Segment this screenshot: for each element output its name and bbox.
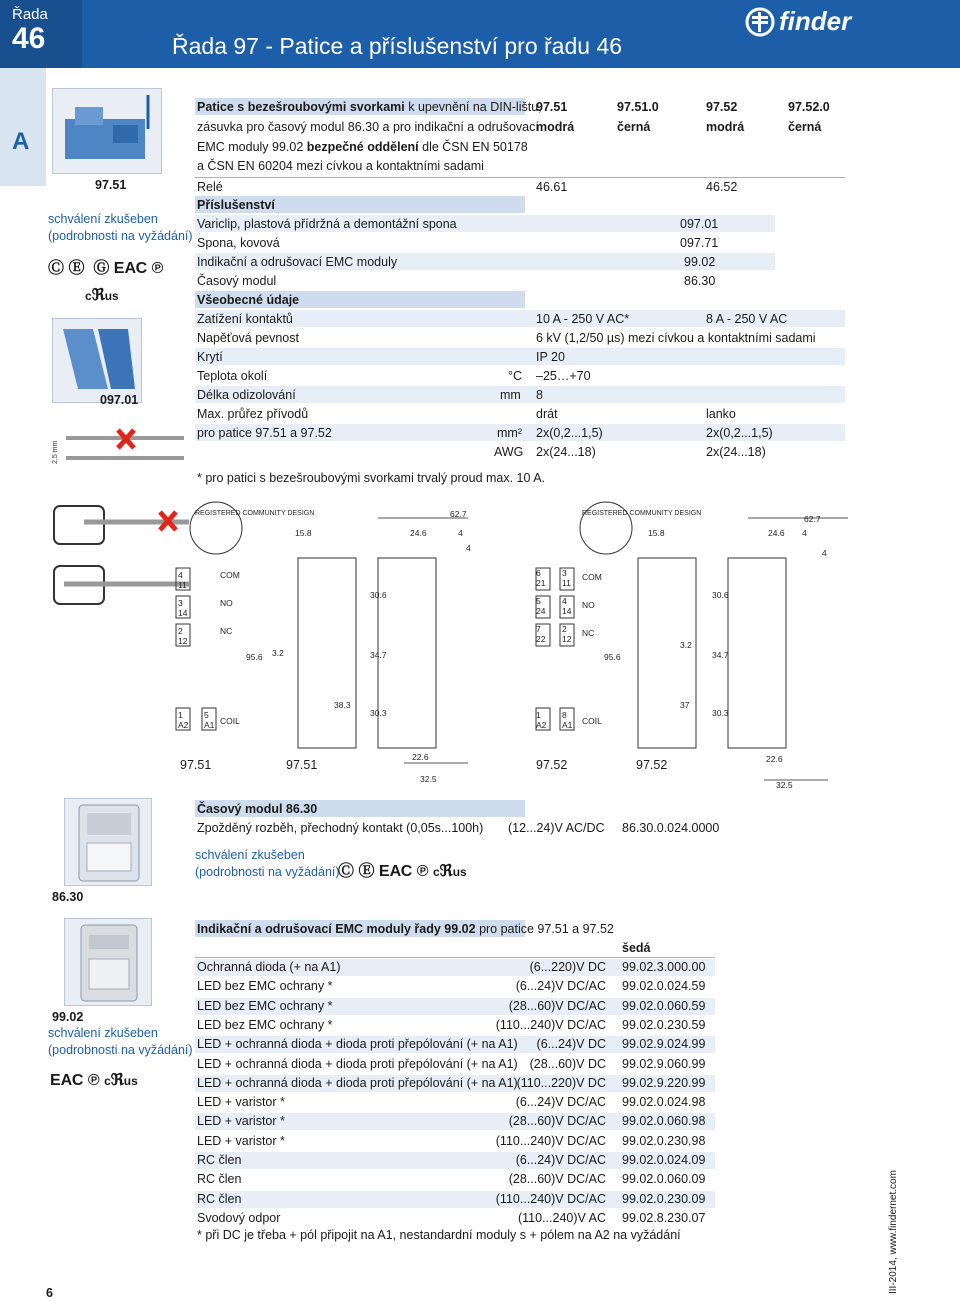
emc-row-code: 99.02.9.024.99	[622, 1037, 706, 1052]
acc-row-label: Indikační a odrušovací EMC moduly	[197, 255, 398, 269]
pin-label: 11	[178, 580, 187, 590]
series-badge	[0, 0, 82, 68]
emc-row-code: 99.02.8.230.07	[622, 1210, 706, 1225]
ip-value: IP 20	[536, 350, 565, 364]
screwdriver-icon	[44, 410, 194, 480]
timer-desc: Zpožděný rozběh, přechodný kontakt (0,05s...100h)	[197, 821, 484, 835]
emc-code-label: 99.02	[52, 1010, 84, 1024]
diagram-label: 97.51	[286, 758, 318, 772]
pin-label: 5	[204, 710, 209, 720]
pin-label: 2	[562, 624, 567, 634]
dim-label: 62.7	[804, 514, 821, 524]
socket-color: modrá	[706, 120, 745, 134]
gen-row-band	[195, 348, 845, 365]
emc-row-desc: LED + varistor *	[197, 1095, 285, 1110]
socket-color: modrá	[536, 120, 575, 134]
acc-row-value: 097.01	[680, 217, 719, 231]
pin-label: NO	[220, 598, 233, 608]
emc-cert-marks: ЕАС ℗ cℜus	[50, 1072, 138, 1089]
pin-label: 2	[178, 626, 183, 636]
svg-text:2.5 mm: 2.5 mm	[52, 440, 59, 464]
emc-row-code: 99.02.0.024.98	[622, 1095, 706, 1110]
socket-color: černá	[617, 120, 651, 134]
variclip-image	[52, 318, 142, 403]
dim-label: 15.8	[648, 528, 665, 538]
diagram-9752	[528, 498, 858, 798]
acc-row-label: Variclip, plastová přídržná a demontážní spona	[197, 217, 457, 231]
side-url: III-2014, www.findernet.com	[888, 1170, 899, 1294]
relay-value: 46.61	[536, 180, 568, 194]
emc-row-voltage: (28...60)V DC/AC	[508, 1114, 606, 1129]
pin-label: A2	[536, 720, 547, 730]
emc-title: Indikační a odrušovací EMC moduly řady 99.02 pro patice 97.51 a 97.52	[197, 922, 614, 936]
timer-voltage: (12...24)V AC/DC	[508, 821, 605, 835]
pin-label: 14	[178, 608, 188, 618]
emc-footnote: * při DC je třeba + pól připojit na A1, nestandardní moduly s + pólem na A2 na vyžádání	[197, 1228, 681, 1242]
diagram-9752-drawing	[528, 498, 858, 798]
emc-row-code: 99.02.0.230.98	[622, 1133, 706, 1148]
socket-code: 97.52	[706, 100, 738, 114]
emc-module-image	[64, 918, 152, 1006]
diagram-label: 97.52	[536, 758, 568, 772]
emc-row-code: 99.02.0.024.09	[622, 1153, 706, 1167]
pin-label: A2	[178, 720, 189, 730]
emc-row-desc: LED + ochranná dioda + dioda proti přepólování (+ na A1)	[197, 1056, 518, 1071]
dim-label: 24.6	[768, 528, 785, 538]
divider	[195, 957, 715, 958]
emc-row-code: 99.02.0.060.09	[622, 1172, 706, 1187]
approval-text-2: (podrobnosti na vyžádání)	[48, 229, 193, 243]
emc-row-desc: LED + varistor *	[197, 1114, 285, 1129]
page-title: Řada 97 - Patice a příslušenství pro řadu 46	[172, 33, 623, 59]
general-heading: Všeobecné údaje	[197, 293, 300, 307]
strip-value: 8	[536, 388, 543, 402]
design-stamp: REGISTERED COMMUNITY DESIGN	[195, 510, 315, 517]
finder-logo-icon	[745, 7, 775, 37]
emc-row-desc: Svodový odpor	[197, 1210, 281, 1225]
dim-label: 4	[458, 528, 463, 538]
emc-row-desc: LED + varistor *	[197, 1133, 285, 1148]
timer-approval-2: (podrobnosti na vyžádání)	[195, 865, 340, 879]
pin-label: A1	[562, 720, 573, 730]
dim-label: 4	[466, 543, 471, 553]
diagram-9751-drawing	[168, 498, 498, 798]
pin-label: NC	[582, 628, 595, 638]
emc-row-voltage: (6...24)V DC/AC	[515, 1095, 606, 1110]
dim-label: 4	[822, 548, 827, 558]
emc-approval-2: (podrobnosti na vyžádání)	[48, 1043, 193, 1057]
wire-for: pro patice 97.51 a 97.52	[197, 426, 332, 440]
emc-row-desc: RC člen	[197, 1172, 242, 1187]
mm2-value-1: 2x(0,2...1,5)	[536, 426, 603, 440]
dim-label: 24.6	[410, 528, 427, 538]
diagram-label: 97.52	[636, 758, 668, 772]
timer-title: Časový modul 86.30	[197, 802, 318, 816]
socket-desc-2: zásuvka pro časový modul 86.30 a pro indikační a odrušovací	[197, 120, 539, 134]
emc-row-voltage: (110...240)V DC/AC	[495, 1017, 606, 1032]
accessories-heading: Příslušenství	[197, 198, 275, 212]
timer-module-icon	[65, 799, 153, 887]
voltage-label: Napěťová pevnost	[197, 331, 299, 345]
dim-label: 4	[802, 528, 807, 538]
emc-row-voltage: (6...24)V DC/AC	[515, 979, 606, 994]
acc-row-value: 097.71	[680, 236, 719, 250]
emc-row-desc: RC člen	[197, 1153, 242, 1167]
emc-approval-1: schválení zkušeben	[48, 1026, 158, 1040]
awg-value-2: 2x(24...18)	[706, 445, 766, 459]
emc-row-voltage: (28...60)V DC	[529, 1056, 606, 1071]
socket-desc-1: Patice s bezešroubovými svorkami k upevnění na DIN-lištu,	[197, 100, 542, 114]
pin-label: 11	[562, 578, 571, 588]
dim-label: 22.6	[766, 754, 783, 764]
emc-row-voltage: (6...220)V DC	[529, 960, 606, 974]
dim-label: 95.6	[604, 652, 621, 662]
emc-row-voltage: (6...24)V DC	[536, 1037, 606, 1052]
strip-label: Délka odizolování	[197, 388, 296, 402]
diagram-9751	[168, 498, 498, 798]
pin-label: 12	[178, 636, 188, 646]
emc-row-code: 99.02.0.230.59	[622, 1017, 706, 1032]
pin-label: COM	[220, 570, 240, 580]
pin-label: COM	[582, 572, 602, 582]
pin-label: 1	[178, 710, 183, 720]
brand-name: finder	[779, 6, 852, 36]
emc-row-code: 99.02.3.000.00	[622, 960, 706, 974]
ip-label: Krytí	[197, 350, 223, 364]
pin-label: COIL	[220, 716, 240, 726]
ul-mark-icon: cℜus	[85, 287, 119, 304]
relay-value: 46.52	[706, 180, 738, 194]
load-value-2: 8 A - 250 V AC	[706, 312, 788, 326]
dim-label: 30.6	[712, 590, 729, 600]
socket-code: 97.51	[536, 100, 568, 114]
dim-label: 22.6	[412, 752, 429, 762]
dim-label: 3.2	[272, 648, 284, 658]
variclip-illustration-icon	[53, 319, 143, 404]
emc-row-desc: Ochranná dioda (+ na A1)	[197, 960, 341, 974]
pin-label: 12	[562, 634, 572, 644]
pin-label: 6	[536, 568, 541, 578]
timer-approval-1: schválení zkušeben	[195, 848, 305, 862]
emc-row-voltage: (6...24)V DC/AC	[515, 1153, 606, 1167]
socket-code: 97.52.0	[788, 100, 830, 114]
timer-module-image	[64, 798, 152, 886]
pin-label: 24	[536, 606, 546, 616]
emc-row-desc: LED bez EMC ochrany *	[197, 998, 333, 1013]
load-label: Zatížení kontaktů	[197, 312, 293, 326]
diagram-label: 97.51	[180, 758, 212, 772]
dim-label: 34.7	[370, 650, 387, 660]
timer-cert-marks: Ⓒ Ⓔ ЕАС ℗ cℜus	[338, 863, 467, 880]
pin-label: 21	[536, 578, 546, 588]
dim-label: 38.3	[334, 700, 351, 710]
cert-marks-1: Ⓒ Ⓔ Ⓖ ЕАС ℗	[48, 260, 164, 277]
pin-label: 22	[536, 634, 546, 644]
timer-code-label: 86.30	[52, 890, 84, 904]
pin-label: NC	[220, 626, 233, 636]
divider	[195, 177, 845, 178]
acc-row-label: Spona, kovová	[197, 236, 280, 250]
screwdriver-illustration	[44, 410, 194, 480]
temp-unit: °C	[508, 369, 523, 383]
side-letter: A	[12, 128, 30, 155]
emc-row-desc: RC člen	[197, 1191, 242, 1206]
mm2-unit: mm²	[497, 426, 522, 440]
temp-value: –25…+70	[536, 369, 591, 383]
emc-row-code: 99.02.0.230.09	[622, 1191, 706, 1206]
acc-row-value: 99.02	[684, 255, 716, 269]
awg-unit: AWG	[494, 445, 524, 459]
emc-row-desc: LED bez EMC ochrany *	[197, 979, 333, 994]
awg-value-1: 2x(24...18)	[536, 445, 596, 459]
socket-desc-4: a ČSN EN 60204 mezi cívkou a kontaktními sadami	[197, 159, 484, 173]
relay-label: Relé	[197, 180, 223, 194]
pin-label: 4	[178, 570, 183, 580]
emc-row-voltage: (28...60)V DC/AC	[508, 1172, 606, 1187]
dim-label: 3.2	[680, 640, 692, 650]
wire-label: Max. průřez přívodů	[197, 407, 309, 421]
dim-label: 32.5	[776, 780, 793, 790]
pin-label: 3	[562, 568, 567, 578]
temp-label: Teplota okolí	[197, 369, 268, 383]
acc-row-value: 86.30	[684, 274, 716, 288]
emc-row-code: 99.02.9.060.99	[622, 1056, 706, 1071]
dim-label: 30.3	[712, 708, 729, 718]
side-url-box	[886, 1164, 902, 1294]
pin-label: 1	[536, 710, 541, 720]
pin-label: 3	[178, 598, 183, 608]
emc-row-code: 99.02.0.060.59	[622, 998, 706, 1013]
load-value-1: 10 A - 250 V AC*	[536, 312, 630, 326]
mm2-value-2: 2x(0,2...1,5)	[706, 426, 773, 440]
dim-label: 34.7	[712, 650, 729, 660]
emc-color-head: šedá	[622, 941, 651, 955]
series-word: Řada	[12, 6, 48, 23]
dim-label: 37	[680, 700, 690, 710]
socket-9751-image	[52, 88, 162, 174]
socket-footnote: * pro patici s bezešroubovými svorkami trvalý proud max. 10 A.	[197, 471, 546, 485]
emc-row-voltage: (110...220)V DC	[516, 1075, 606, 1090]
design-stamp: REGISTERED COMMUNITY DESIGN	[582, 510, 702, 517]
wire-col-2: lanko	[706, 407, 736, 421]
pin-label: 4	[562, 596, 567, 606]
emc-row-voltage: (110...240)V DC/AC	[495, 1191, 606, 1206]
acc-row-label: Časový modul	[197, 274, 277, 288]
dim-label: 62.7	[450, 509, 467, 519]
pin-label: NO	[582, 600, 595, 610]
emc-row-voltage: (110...240)V DC/AC	[495, 1133, 606, 1148]
side-tab	[0, 68, 46, 186]
dim-label: 15.8	[295, 528, 312, 538]
strip-unit: mm	[500, 388, 521, 402]
emc-row-voltage: (28...60)V DC/AC	[508, 998, 606, 1013]
emc-row-code: 99.02.0.060.98	[622, 1114, 706, 1129]
pin-label: 7	[536, 624, 541, 634]
emc-row-voltage: (110...240)V AC	[517, 1210, 606, 1225]
dim-label: 95.6	[246, 652, 263, 662]
emc-module-icon	[65, 919, 153, 1007]
approval-text-1: schválení zkušeben	[48, 212, 158, 226]
series-number: 46	[12, 22, 46, 55]
wire-col-1: drát	[536, 407, 558, 421]
emc-row-desc: LED + ochranná dioda + dioda proti přepólování (+ na A1)	[197, 1075, 518, 1090]
dim-label: 32.5	[420, 774, 437, 784]
pin-label: 14	[562, 606, 572, 616]
emc-row-desc: LED bez EMC ochrany *	[197, 1017, 333, 1032]
pin-label: 5	[536, 596, 541, 606]
emc-row-code: 99.02.9.220.99	[622, 1075, 706, 1090]
code-97-51-label: 97.51	[95, 178, 127, 192]
code-097-01-label: 097.01	[100, 393, 139, 407]
dim-label: 30.6	[370, 590, 387, 600]
socket-desc-3: EMC moduly 99.02 bezpečné oddělení dle ČSN EN 50178	[197, 140, 528, 154]
pin-label: A1	[204, 720, 215, 730]
pin-label: 8	[562, 710, 567, 720]
finder-logo	[745, 6, 851, 37]
socket-color: černá	[788, 120, 822, 134]
socket-code: 97.51.0	[617, 100, 659, 114]
timer-part: 86.30.0.024.0000	[622, 821, 720, 835]
pin-label: COIL	[582, 716, 602, 726]
dim-label: 30.3	[370, 708, 387, 718]
page-number: 6	[46, 1286, 53, 1300]
emc-row-desc: LED + ochranná dioda + dioda proti přepólování (+ na A1)	[197, 1037, 518, 1052]
emc-row-code: 99.02.0.024.59	[622, 979, 706, 994]
socket-illustration-icon	[53, 89, 163, 175]
voltage-value: 6 kV (1,2/50 µs) mezi cívkou a kontaktními sadami	[536, 331, 816, 345]
